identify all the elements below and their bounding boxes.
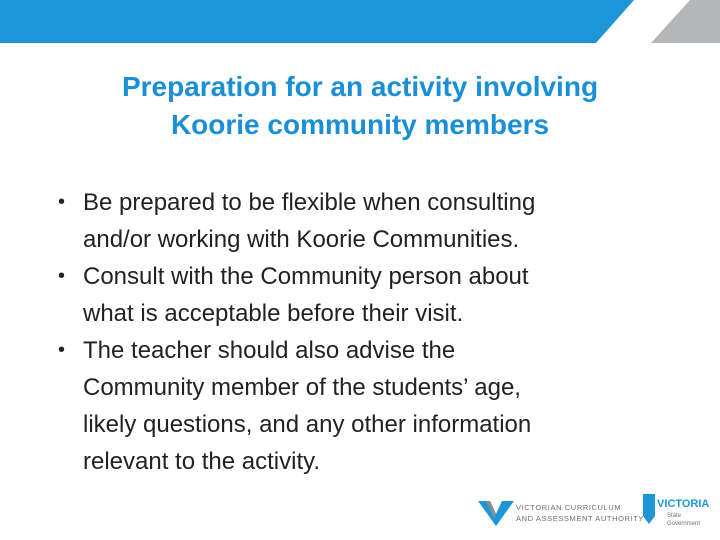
bullet-line: relevant to the activity. [83, 448, 320, 475]
bullet-line: Be prepared to be flexible when consulting [83, 189, 536, 216]
victoria-emblem-icon [643, 494, 655, 524]
victoria-logo-name: VICTORIA [657, 498, 710, 510]
vcaa-chevron-icon [478, 501, 514, 526]
bullet-item [58, 258, 658, 332]
victoria-logo-sub-2: Government [667, 521, 701, 527]
bullet-line: and/or working with Koorie Communities. [83, 226, 520, 253]
bullet-line: Community member of the students’ age, [83, 374, 521, 401]
bullet-item [58, 332, 658, 480]
slide-title [60, 68, 660, 144]
bullet-dot-icon: • [58, 339, 66, 361]
slide-title-line-1: Preparation for an activity involving [121, 71, 599, 102]
vcaa-logo-line-2: AND ASSESSMENT AUTHORITY [516, 514, 645, 523]
victoria-logo-sub-1: State [667, 513, 682, 519]
vcaa-logo-line-1: VICTORIAN CURRICULUM [516, 503, 622, 512]
banner-grey-band [651, 0, 720, 43]
bullet-list [58, 184, 658, 480]
vcaa-logo [478, 498, 645, 528]
slide-title-line-2: Koorie community members [170, 109, 550, 140]
bullet-dot-icon: • [58, 265, 66, 287]
victoria-state-government-logo [643, 494, 709, 534]
header-banner [0, 0, 720, 43]
bullet-line: The teacher should also advise the [83, 337, 456, 364]
bullet-item [58, 184, 658, 258]
bullet-line: Consult with the Community person about [83, 263, 529, 290]
banner-blue-band [0, 0, 634, 43]
bullet-dot-icon: • [58, 191, 66, 213]
bullet-line: likely questions, and any other information [83, 411, 532, 438]
bullet-line: what is acceptable before their visit. [83, 300, 464, 327]
